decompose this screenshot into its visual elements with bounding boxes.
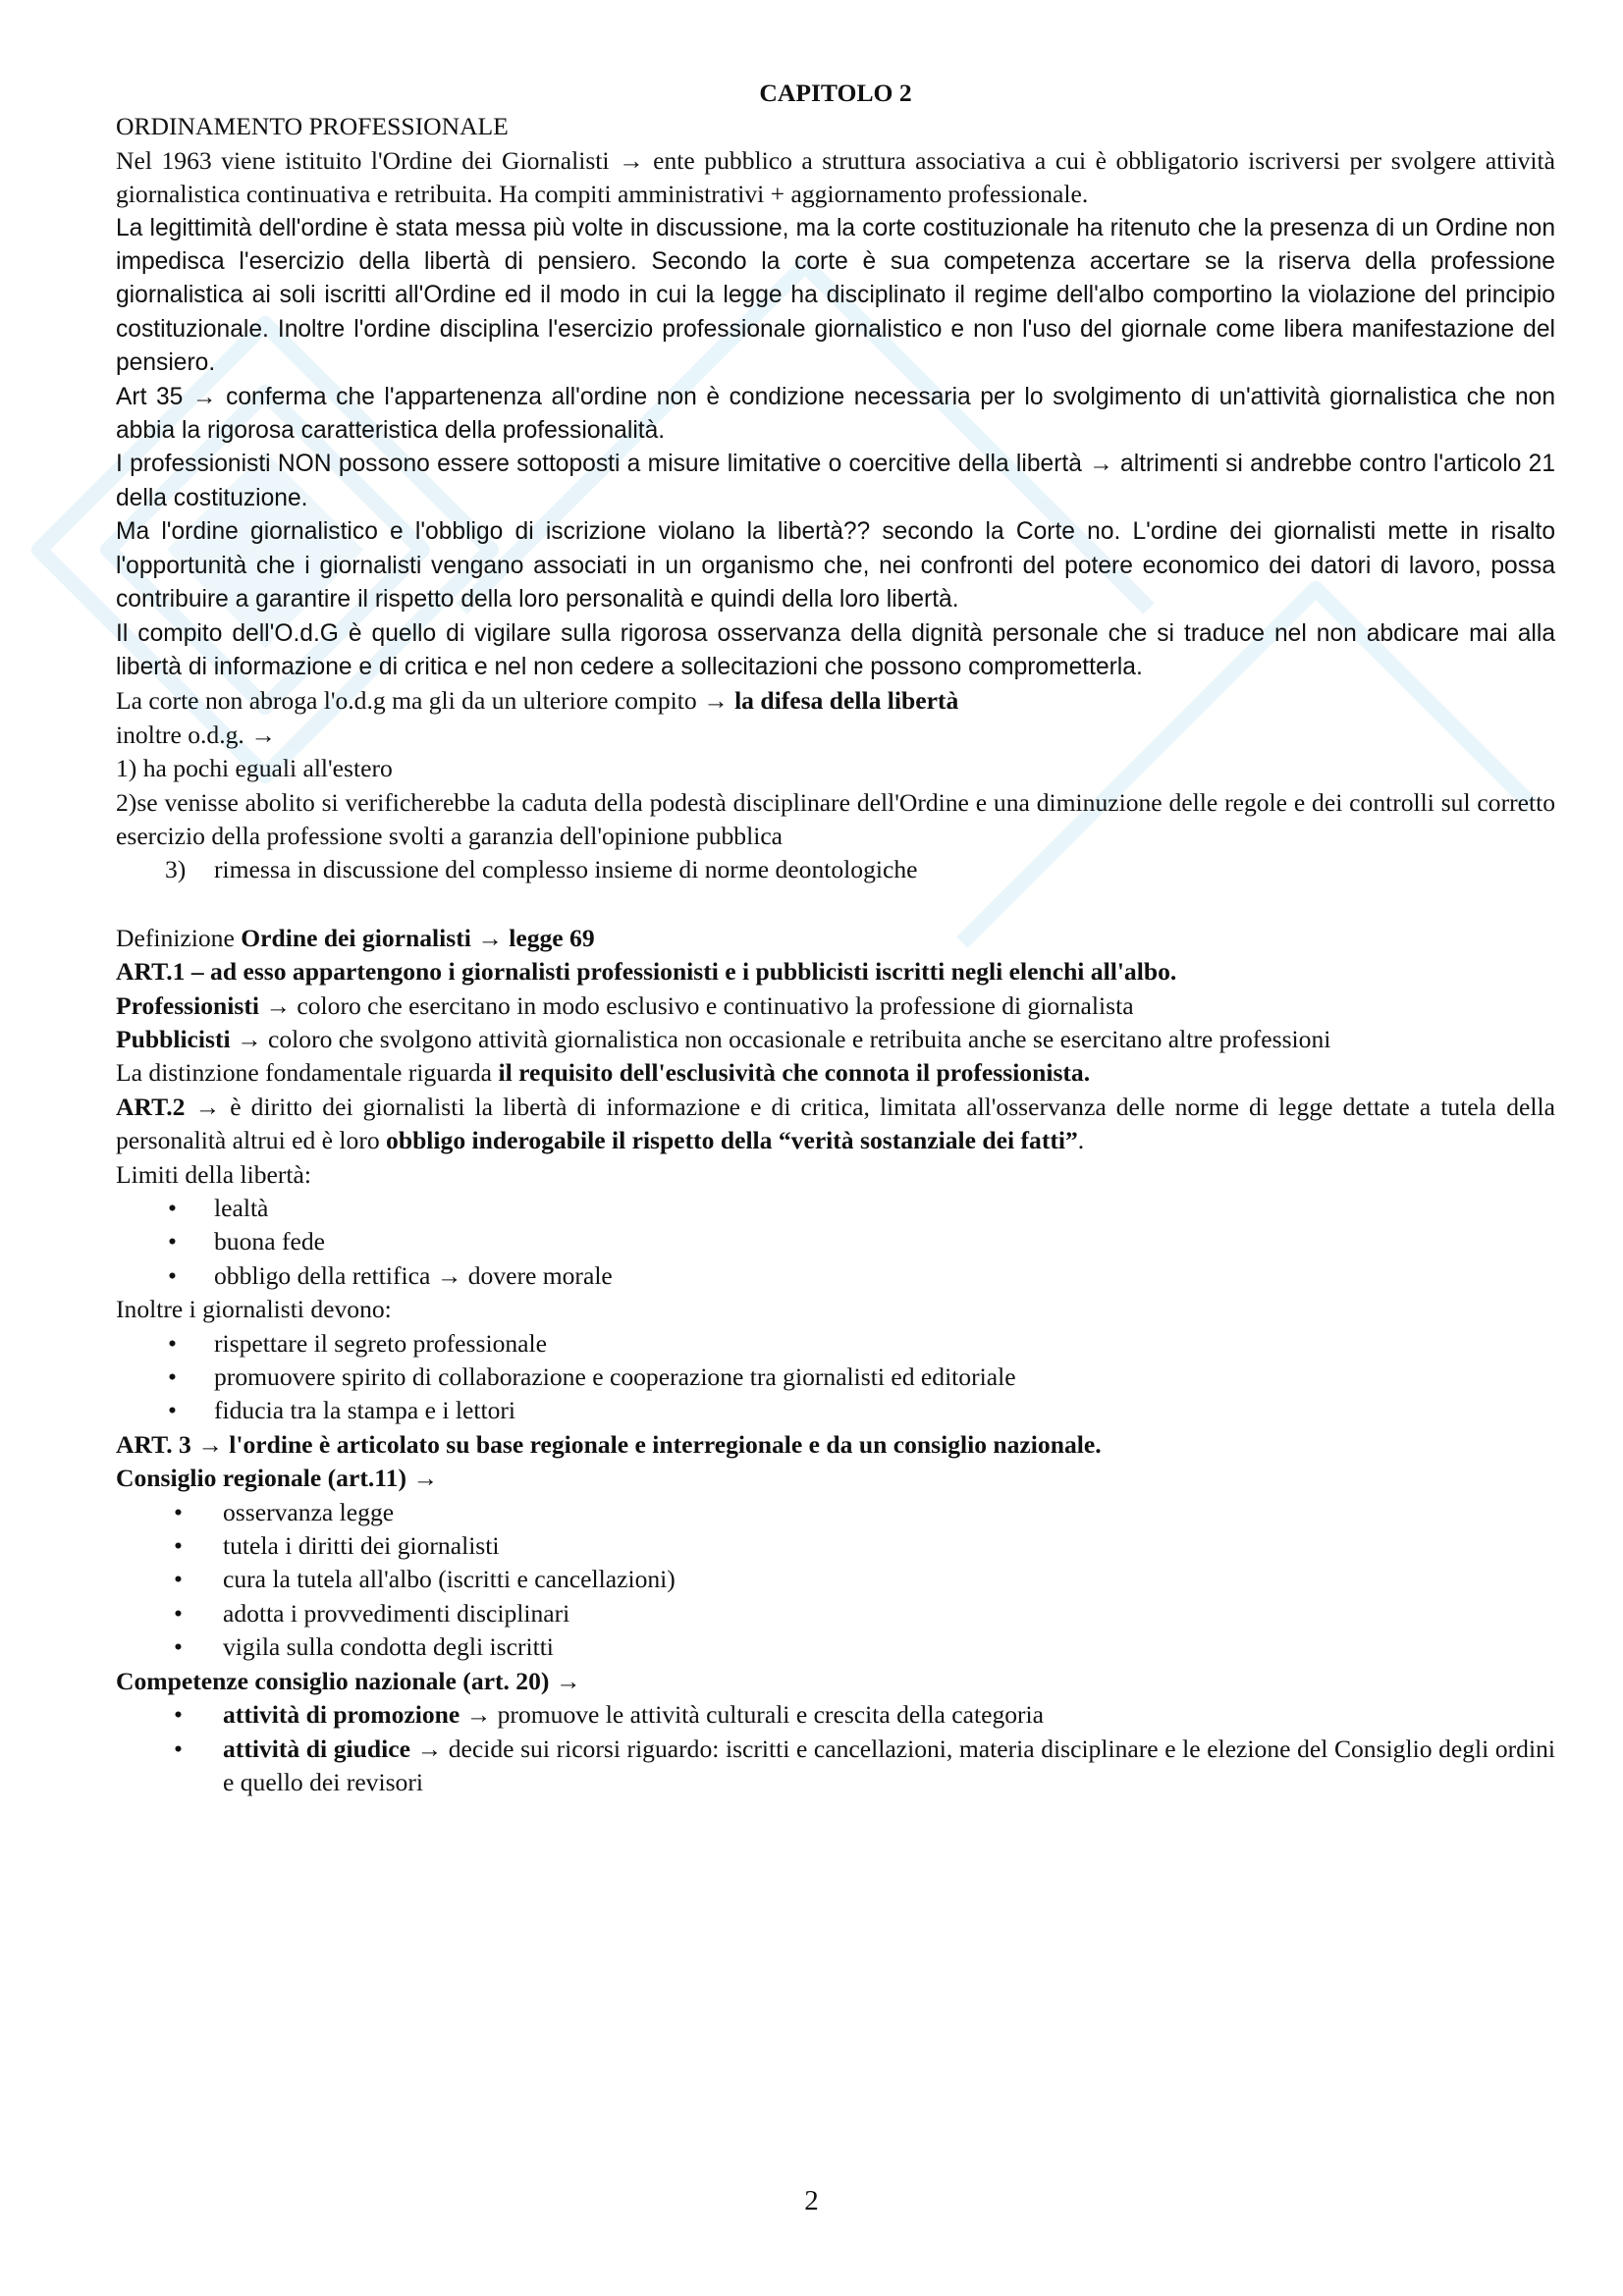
corte-bold: la difesa della libertà [734, 686, 959, 716]
professionisti-definition [116, 989, 1555, 1023]
professionisti-def: → coloro che esercitano in modo esclusivo e continuativo la professione di giornalista [258, 990, 1134, 1020]
definizione-line [116, 922, 1555, 955]
competenze-heading [116, 1665, 1555, 1698]
distinzione-text: La distinzione fondamentale riguarda [116, 1058, 499, 1088]
art1-text: ART.1 – ad esso appartengono i giornalisti professionisti e i pubblicisti iscritti negli elenchi all'albo. [116, 957, 1177, 987]
list-item [116, 1394, 1555, 1427]
list-item-text: buona fede [214, 1227, 325, 1256]
list-item [116, 1496, 1555, 1529]
distinzione-line [116, 1056, 1555, 1090]
list-item [116, 1597, 1555, 1630]
competenze-item-label: attività di promozione [223, 1700, 460, 1730]
limiti-heading: Limiti della libertà: [116, 1159, 312, 1189]
professionisti-label: Professionisti [116, 990, 259, 1020]
chapter-heading: CAPITOLO 2 [759, 79, 912, 107]
page-content [116, 77, 1555, 1799]
competenze-item-label: attività di giudice [223, 1734, 410, 1763]
definizione-prefix: Definizione [116, 923, 242, 952]
page-number: 2 [804, 2185, 819, 2216]
inoltre-odg: inoltre o.d.g. → [116, 720, 276, 749]
bullet-icon: • [168, 1362, 177, 1392]
art2-label: ART.2 [116, 1092, 186, 1121]
list-item [116, 1529, 1555, 1563]
pubblicisti-label: Pubblicisti [116, 1024, 231, 1053]
list-item-text: rispettare il segreto professionale [214, 1328, 547, 1358]
list-item [116, 1630, 1555, 1664]
bullet-icon: • [168, 1194, 177, 1222]
art1-line [116, 955, 1555, 988]
consiglio-regionale-list [116, 1496, 1555, 1665]
list-item-text: adotta i provvedimenti disciplinari [223, 1598, 570, 1628]
professionisti-paragraph: I professionisti NON possono essere sottoposti a misure limitative o coercitive della libertà → altrimenti si andrebbe contro l'articolo 21 della costituzione. [116, 451, 1555, 511]
art2-end: . [1077, 1126, 1085, 1155]
list-item-text: lealtà [214, 1194, 269, 1222]
art2-text: → è diritto dei giornalisti la libertà di informazione e di critica, limitata all'osservanza delle norme di legge dettate a tutela della personalità altrui ed è loro [116, 1092, 1555, 1155]
bullet-icon: • [174, 1565, 183, 1594]
bullet-icon: • [168, 1396, 177, 1425]
competenze-item-text: → decide sui ricorsi riguardo: iscritti e cancellazioni, materia disciplinare e le elezione del Consiglio degli ordini e quello dei revisori [223, 1734, 1555, 1796]
art2-paragraph [116, 1091, 1555, 1158]
consiglio-regionale-heading [116, 1462, 1555, 1495]
bullet-icon: • [174, 1632, 183, 1662]
odg-point-3-text: rimessa in discussione del complesso insieme di norme deontologiche [214, 855, 918, 884]
list-item-text: fiducia tra la stampa e i lettori [214, 1396, 516, 1425]
list-item [116, 1327, 1555, 1361]
list-item-text: osservanza legge [223, 1497, 395, 1526]
odg-task-paragraph: Il compito dell'O.d.G è quello di vigilare sulla rigorosa osservanza della dignità personale che si traduce nel non abdicare mai alla libertà di informazione e di critica e nel non cedere a sollecitazioni che possono comprometterla. [116, 619, 1555, 680]
doveri-heading: Inoltre i giornalisti devono: [116, 1295, 392, 1324]
limiti-list [116, 1192, 1555, 1293]
art3-text: ART. 3 → l'ordine è articolato su base regionale e interregionale e da un consiglio nazionale. [116, 1429, 1102, 1459]
list-item-text: obbligo della rettifica → dovere morale [214, 1260, 613, 1290]
pubblicisti-definition [116, 1023, 1555, 1056]
definizione-bold: Ordine dei giornalisti → legge 69 [241, 923, 595, 952]
art3-line [116, 1428, 1555, 1462]
odg-point-3 [116, 853, 1555, 886]
competenze-text: Competenze consiglio nazionale (art. 20) → [116, 1666, 581, 1695]
art35-paragraph: Art 35 → conferma che l'appartenenza all'ordine non è condizione necessaria per lo svolgimento di un'attività giornalistica che non abbia la rigorosa caratteristica della professionalità. [116, 383, 1555, 445]
list-item [116, 1733, 1555, 1800]
bullet-icon: • [174, 1734, 183, 1763]
odg-point-3-number: 3) [165, 855, 187, 884]
distinzione-bold: il requisito dell'esclusività che connota il professionista. [498, 1058, 1091, 1088]
list-item-text: promuovere spirito di collaborazione e cooperazione tra giornalisti ed editoriale [214, 1362, 1016, 1392]
list-item [116, 1563, 1555, 1596]
list-item [116, 1259, 1555, 1293]
competenze-item-text: → promuove le attività culturali e crescita della categoria [460, 1700, 1045, 1730]
bullet-icon: • [174, 1497, 183, 1526]
list-item [116, 1698, 1555, 1732]
list-item [116, 1361, 1555, 1394]
intro-paragraph-2: La legittimità dell'ordine è stata messa più volte in discussione, ma la corte costituzionale ha ritenuto che la presenza di un Ordine non impedisca l'esercizio della libertà di pensiero. Secondo la corte è sua competenza accertare se la riserva della professione giornalistica ai soli iscritti all'Ordine ed il modo in cui la legge ha disciplinato il regime dell'albo comportino la violazione del principio costituzionale. Inoltre l'ordine disciplina l'esercizio professionale giornalistico e non l'uso del giornale come libera manifestazione del pensiero. [116, 214, 1555, 377]
list-item [116, 1225, 1555, 1258]
odg-point-2: 2)se venisse abolito si verificherebbe la caduta della podestà disciplinare dell'Ordine e una diminuzione delle regole e dei controlli sul corretto esercizio della professione svolti a garanzia dell'opinione pubblica [116, 787, 1555, 850]
pubblicisti-def: → coloro che svolgono attività giornalistica non occasionale e retribuita anche se esercitano altre professioni [230, 1024, 1331, 1053]
list-item [116, 1192, 1555, 1225]
odg-point-1: 1) ha pochi eguali all'estero [116, 754, 393, 783]
ordine-question-paragraph: Ma l'ordine giornalistico e l'obbligo di iscrizione violano la libertà?? secondo la Corte no. L'ordine dei giornalisti mette in risalto l'opportunità che i giornalisti vengano associati in un organismo che, nei confronti del potere economico dei datori di lavoro, possa contribuire a garantire il rispetto della loro personalità e quindi della loro libertà. [116, 518, 1555, 614]
section-title: ORDINAMENTO PROFESSIONALE [116, 112, 509, 141]
list-item-text: vigila sulla condotta degli iscritti [223, 1632, 554, 1662]
bullet-icon: • [168, 1227, 177, 1256]
spacer [116, 887, 1555, 922]
corte-text: La corte non abroga l'o.d.g ma gli da un ulteriore compito → [116, 686, 735, 716]
corte-paragraph [116, 684, 1555, 718]
art2-bold: obbligo inderogabile il rispetto della “verità sostanziale dei fatti” [386, 1126, 1078, 1155]
bullet-icon: • [168, 1328, 177, 1358]
competenze-list [116, 1698, 1555, 1799]
bullet-icon: • [174, 1598, 183, 1628]
bullet-icon: • [174, 1700, 183, 1730]
list-item-text: tutela i diritti dei giornalisti [223, 1531, 500, 1561]
doveri-list [116, 1327, 1555, 1428]
intro-paragraph-1: Nel 1963 viene istituito l'Ordine dei Giornalisti → ente pubblico a struttura associativa a cui è obbligatorio iscriversi per svolgere attività giornalistica continuativa e retribuita. Ha compiti amministrativi + aggiornamento professionale. [116, 145, 1555, 209]
consiglio-regionale-text: Consiglio regionale (art.11) → [116, 1464, 438, 1493]
list-item-text: cura la tutela all'albo (iscritti e cancellazioni) [223, 1565, 676, 1594]
bullet-icon: • [174, 1531, 183, 1561]
bullet-icon: • [168, 1260, 177, 1290]
